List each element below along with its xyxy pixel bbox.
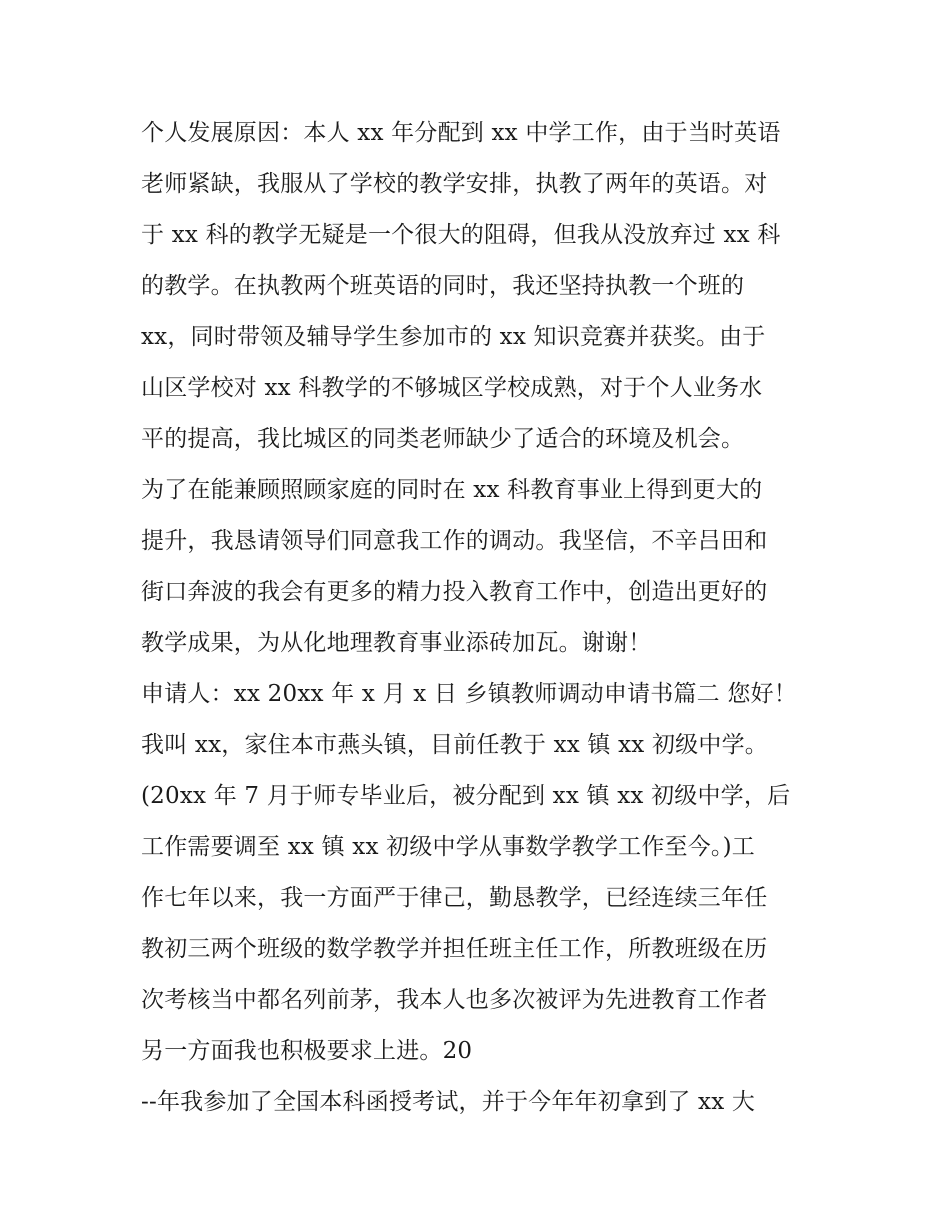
text-line: 教初三两个班级的数学教学并担任班主任工作，所教班级在历 [141,936,768,962]
text-line: 街口奔波的我会有更多的精力投入教育工作中，创造出更好的 [141,579,768,605]
text-line: 工作需要调至 xx 镇 xx 初级中学从事数学教学工作至今。)工 [141,834,756,860]
text-line: 另一方面我也积极要求上进。20 [141,1038,473,1064]
text-line: (20xx 年 7 月于师专毕业后，被分配到 xx 镇 xx 初级中学，后 [141,783,791,809]
text-line: 教学成果，为从化地理教育事业添砖加瓦。谢谢！ [141,630,652,656]
text-line: xx，同时带领及辅导学生参加市的 xx 知识竞赛并获奖。由于 [141,324,766,350]
text-line: 次考核当中都名列前茅，我本人也多次被评为先进教育工作者 [141,987,768,1013]
text-line: 我叫 xx，家住本市燕头镇，目前任教于 xx 镇 xx 初级中学。 [141,732,768,758]
text-line: 于 xx 科的教学无疑是一个很大的阻碍，但我从没放弃过 xx 科 [141,222,781,248]
text-line: 为了在能兼顾照顾家庭的同时在 xx 科教育事业上得到更大的 [141,477,763,503]
text-line: 提升，我恳请领导们同意我工作的调动。我坚信，不辛吕田和 [141,528,768,554]
text-line: 老师紧缺，我服从了学校的教学安排，执教了两年的英语。对 [141,171,768,197]
document-body [141,108,821,1128]
text-line: 个人发展原因：本人 xx 年分配到 xx 中学工作，由于当时英语 [141,120,781,146]
text-line: 申请人：xx 20xx 年 x 月 x 日 乡镇教师调动申请书篇二 您好！ [141,681,797,707]
text-line: --年我参加了全国本科函授考试，并于今年年初拿到了 xx 大 [141,1089,756,1115]
text-line: 作七年以来，我一方面严于律己，勤恳教学，已经连续三年任 [141,885,768,911]
text-line: 的教学。在执教两个班英语的同时，我还坚持执教一个班的 [141,273,745,299]
text-line: 平的提高，我比城区的同类老师缺少了适合的环境及机会。 [141,426,745,452]
text-line: 山区学校对 xx 科教学的不够城区学校成熟，对于个人业务水 [141,375,763,401]
